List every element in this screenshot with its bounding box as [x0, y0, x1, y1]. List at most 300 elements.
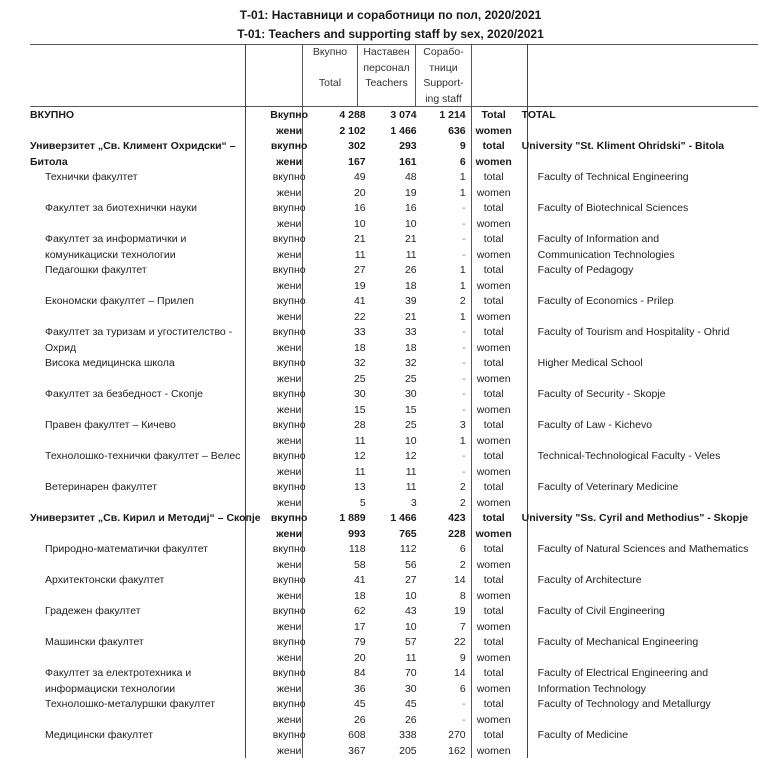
sex-en-cell: women — [476, 279, 511, 292]
sex-en-cell: total — [483, 171, 504, 183]
teachers-cell: 338 — [399, 729, 417, 741]
name-en-cell: Faculty of Information and — [537, 233, 660, 245]
teachers-cell: 39 — [404, 295, 417, 307]
total-cell: 27 — [353, 264, 366, 276]
name-en-cell — [522, 713, 769, 729]
sex-en-cell: total — [483, 636, 504, 648]
name-en-cell: Higher Medical School — [537, 357, 643, 369]
total-cell: 4 288 — [339, 109, 366, 121]
sex-mk-cell: вкупно — [272, 171, 306, 183]
teachers-cell: 15 — [404, 403, 417, 416]
table-row — [30, 325, 769, 341]
sex-en-cell: women — [476, 403, 511, 416]
total-cell: 11 — [354, 465, 366, 478]
name-en-cell: Faculty of Natural Sciences and Mathematics — [537, 543, 749, 555]
name-en-cell — [522, 558, 769, 574]
name-mk-cell: Машински факултет — [45, 636, 144, 648]
table-row — [30, 341, 769, 357]
table-row — [30, 697, 769, 713]
sex-en-cell: women — [476, 217, 511, 230]
name-en-cell — [522, 589, 769, 605]
name-mk-cell: Охрид — [45, 341, 77, 354]
sex-en-cell: women — [476, 682, 511, 695]
table-row — [30, 480, 769, 496]
name-mk-cell — [30, 713, 261, 729]
sex-mk-cell: вкупно — [272, 481, 306, 493]
supporting-staff-cell: 2 — [459, 558, 466, 571]
teachers-cell: 3 — [410, 496, 417, 509]
sex-mk-cell: жени — [276, 682, 302, 695]
name-mk-cell: Педагошки факултет — [45, 264, 147, 276]
total-cell: 58 — [353, 558, 366, 571]
table-row — [30, 604, 769, 620]
supporting-staff-cell: - — [462, 357, 466, 369]
teachers-cell: 11 — [405, 248, 417, 261]
name-en-cell: Faculty of Biotechnical Sciences — [537, 202, 689, 214]
table-row — [30, 108, 769, 124]
name-mk-cell — [30, 527, 261, 543]
supporting-staff-cell: 1 214 — [439, 109, 466, 121]
total-cell: 2 102 — [339, 124, 366, 137]
table-row — [30, 573, 769, 589]
header-total: Вкупно Total — [312, 46, 348, 89]
name-en-cell — [522, 434, 769, 450]
sex-mk-cell: жени — [276, 744, 302, 757]
name-mk-cell: Економски факултет – Прилеп — [45, 295, 194, 307]
table-row — [30, 387, 769, 403]
teachers-cell: 21 — [404, 310, 417, 323]
total-cell: 25 — [353, 372, 366, 385]
name-mk-cell: Архитектонски факултет — [45, 574, 165, 586]
sex-mk-cell: жени — [276, 434, 302, 447]
sex-en-cell: total — [482, 140, 505, 152]
total-cell: 36 — [353, 682, 366, 695]
sex-mk-cell: вкупно — [272, 295, 306, 307]
sex-mk-cell: вкупно — [272, 419, 306, 431]
sex-en-cell: total — [483, 574, 504, 586]
name-en-cell: Faculty of Technology and Metallurgy — [537, 698, 711, 710]
supporting-staff-cell: 22 — [453, 636, 466, 648]
supporting-staff-cell: 1 — [459, 171, 466, 183]
table-row — [30, 728, 769, 744]
sex-mk-cell: жени — [276, 155, 303, 168]
supporting-staff-cell: - — [462, 341, 466, 354]
total-cell: 15 — [353, 403, 366, 416]
name-mk-cell — [30, 217, 261, 233]
sex-mk-cell: жени — [276, 651, 302, 664]
total-cell: 30 — [353, 388, 366, 400]
name-en-cell — [522, 620, 769, 636]
sex-en-cell: women — [476, 310, 511, 323]
total-cell: 41 — [353, 574, 366, 586]
table-title-en: T-01: Teachers and supporting staff by sex, 2020/2021 — [237, 27, 544, 41]
sex-mk-cell: вкупно — [272, 357, 306, 369]
total-cell: 18 — [353, 589, 366, 602]
teachers-cell: 30 — [404, 682, 417, 695]
name-en-cell — [522, 496, 769, 512]
name-en-cell — [522, 744, 769, 760]
sex-en-cell: total — [483, 667, 504, 679]
table-row — [30, 589, 769, 605]
supporting-staff-cell: - — [462, 326, 466, 338]
name-mk-cell — [30, 620, 261, 636]
name-mk-cell — [30, 124, 261, 140]
table-row — [30, 496, 769, 512]
supporting-staff-cell: 228 — [448, 527, 466, 540]
name-mk-cell — [30, 589, 261, 605]
supporting-staff-cell: 9 — [459, 140, 466, 152]
sex-mk-cell: жени — [276, 403, 302, 416]
table-row — [30, 201, 769, 217]
sex-en-cell: total — [483, 233, 504, 245]
table-row — [30, 279, 769, 295]
sex-mk-cell: вкупно — [272, 605, 306, 617]
table-row — [30, 744, 769, 760]
teachers-cell: 70 — [404, 667, 417, 679]
name-en-cell: Faculty of Veterinary Medicine — [537, 481, 679, 493]
supporting-staff-cell: - — [462, 698, 466, 710]
name-mk-cell: Медицински факултет — [45, 729, 154, 741]
total-cell: 12 — [353, 450, 366, 462]
table-row — [30, 434, 769, 450]
name-mk-cell — [30, 465, 261, 481]
teachers-cell: 10 — [404, 217, 417, 230]
table-row — [30, 263, 769, 279]
name-mk-cell — [30, 310, 261, 326]
name-mk-cell: Висока медицинска школа — [45, 357, 175, 369]
teachers-cell: 11 — [405, 481, 417, 493]
sex-en-cell: total — [483, 543, 504, 555]
name-mk-cell: информациски технологии — [45, 682, 176, 695]
table-body — [30, 108, 769, 759]
table-row — [30, 666, 769, 682]
name-en-cell — [522, 341, 769, 357]
name-mk-cell — [30, 279, 261, 295]
sex-en-cell: total — [483, 326, 504, 338]
supporting-staff-cell: 2 — [459, 295, 466, 307]
supporting-staff-cell: - — [462, 388, 466, 400]
total-cell: 33 — [353, 326, 366, 338]
table-row — [30, 186, 769, 202]
sex-mk-cell: жени — [276, 186, 302, 199]
teachers-cell: 33 — [404, 326, 417, 338]
teachers-cell: 10 — [404, 620, 417, 633]
supporting-staff-cell: - — [462, 403, 466, 416]
sex-mk-cell: жени — [276, 527, 303, 540]
supporting-staff-cell: 6 — [459, 682, 466, 695]
supporting-staff-cell: - — [462, 450, 466, 462]
total-cell: 19 — [353, 279, 366, 292]
teachers-cell: 27 — [404, 574, 417, 586]
name-en-cell: Communication Technologies — [537, 248, 675, 261]
teachers-cell: 25 — [404, 419, 417, 431]
supporting-staff-cell: 1 — [459, 264, 466, 276]
name-mk-cell: комуникациски технологии — [45, 248, 176, 261]
name-mk-cell: Технолошко-металуршки факултет — [45, 698, 216, 710]
supporting-staff-cell: - — [462, 217, 466, 230]
name-en-cell — [522, 155, 769, 171]
sex-mk-cell: вкупно — [272, 264, 306, 276]
table-title-mk: Т-01: Наставници и соработници по пол, 2020/2021 — [239, 8, 542, 22]
supporting-staff-cell: 19 — [453, 605, 466, 617]
name-en-cell — [522, 403, 769, 419]
sex-en-cell: women — [476, 558, 511, 571]
supporting-staff-cell: - — [462, 233, 466, 245]
total-cell: 32 — [353, 357, 366, 369]
sex-en-cell: women — [475, 155, 512, 168]
name-en-cell: Faculty of Economics - Prilep — [537, 295, 674, 307]
teachers-cell: 112 — [399, 543, 417, 555]
total-cell: 17 — [353, 620, 366, 633]
teachers-cell: 32 — [404, 357, 417, 369]
sex-mk-cell: вкупно — [272, 388, 306, 400]
teachers-cell: 19 — [404, 186, 417, 199]
supporting-staff-cell: 636 — [448, 124, 466, 137]
sex-mk-cell: вкупно — [272, 202, 306, 214]
name-en-cell: Information Technology — [537, 682, 647, 695]
teachers-cell: 48 — [404, 171, 417, 183]
teachers-cell: 11 — [405, 651, 417, 664]
total-cell: 22 — [353, 310, 366, 323]
name-mk-cell: Универзитет „Св. Кирил и Методиј“ – Скопје — [30, 512, 261, 524]
total-cell: 26 — [353, 713, 366, 726]
table-row — [30, 356, 769, 372]
sex-mk-cell: вкупно — [270, 140, 308, 152]
header-supporting-staff: Сорабо- тници Support- ing staff — [423, 46, 464, 105]
name-mk-cell: Градежен факултет — [45, 605, 141, 617]
name-en-cell: Faculty of Mechanical Engineering — [537, 636, 699, 648]
sex-mk-cell: жени — [276, 620, 302, 633]
teachers-cell: 43 — [404, 605, 417, 617]
name-mk-cell: Технолошко-технички факултет – Велес — [45, 450, 241, 462]
sex-mk-cell: вкупно — [272, 729, 306, 741]
table-row — [30, 248, 769, 264]
teachers-cell: 205 — [399, 744, 417, 757]
name-mk-cell: Битола — [30, 155, 68, 168]
table-row — [30, 635, 769, 651]
table-row — [30, 558, 769, 574]
sex-en-cell: women — [476, 589, 511, 602]
sex-mk-cell: вкупно — [272, 574, 306, 586]
table-row — [30, 403, 769, 419]
sex-mk-cell: вкупно — [272, 450, 306, 462]
supporting-staff-cell: 2 — [459, 481, 466, 493]
name-mk-cell: Факултет за информатички и — [45, 233, 187, 245]
name-en-cell — [522, 279, 769, 295]
supporting-staff-cell: 270 — [448, 729, 466, 741]
table-row — [30, 294, 769, 310]
name-en-cell: TOTAL — [521, 109, 556, 121]
teachers-cell: 18 — [404, 341, 417, 354]
teachers-cell: 25 — [404, 372, 417, 385]
supporting-staff-cell: 6 — [459, 155, 466, 168]
sex-mk-cell: жени — [276, 465, 302, 478]
sex-mk-cell: жени — [276, 310, 302, 323]
sex-mk-cell: жени — [276, 279, 302, 292]
total-cell: 118 — [348, 543, 366, 555]
supporting-staff-cell: - — [462, 713, 466, 726]
supporting-staff-cell: 3 — [459, 419, 466, 431]
supporting-staff-cell: 1 — [459, 310, 466, 323]
sex-en-cell: total — [483, 295, 504, 307]
teachers-cell: 56 — [404, 558, 417, 571]
sex-en-cell: women — [476, 744, 511, 757]
total-cell: 10 — [353, 217, 366, 230]
table-row — [30, 682, 769, 698]
name-en-cell — [522, 651, 769, 667]
total-cell: 20 — [353, 186, 366, 199]
name-mk-cell: Факултет за безбедност - Скопје — [45, 388, 204, 400]
sex-en-cell: total — [483, 698, 504, 710]
teachers-cell: 30 — [404, 388, 417, 400]
total-cell: 367 — [348, 744, 366, 757]
teachers-cell: 26 — [404, 713, 417, 726]
total-cell: 28 — [353, 419, 366, 431]
supporting-staff-cell: - — [462, 465, 466, 478]
total-cell: 13 — [353, 481, 366, 493]
supporting-staff-cell: 7 — [459, 620, 466, 633]
sex-en-cell: women — [476, 713, 511, 726]
teachers-cell: 16 — [404, 202, 417, 214]
sex-en-cell: women — [475, 527, 512, 540]
name-mk-cell — [30, 496, 261, 512]
name-mk-cell — [30, 434, 261, 450]
table-row — [30, 418, 769, 434]
name-en-cell: Faculty of Electrical Engineering and — [537, 667, 709, 679]
teachers-cell: 18 — [404, 279, 417, 292]
supporting-staff-cell: 1 — [459, 279, 466, 292]
sex-en-cell: women — [476, 465, 511, 478]
sex-en-cell: women — [476, 372, 511, 385]
total-cell: 608 — [348, 729, 366, 741]
name-en-cell: Faculty of Tourism and Hospitality - Ohrid — [537, 326, 730, 338]
table-row — [30, 651, 769, 667]
total-cell: 1 889 — [339, 512, 366, 524]
name-en-cell: University "St. Kliment Ohridski" - Bitola — [521, 140, 725, 152]
supporting-staff-cell: 423 — [448, 512, 466, 524]
sex-mk-cell: жени — [276, 217, 302, 230]
sex-mk-cell: Вкупно — [270, 109, 309, 121]
sex-en-cell: total — [483, 605, 504, 617]
sex-mk-cell: жени — [276, 589, 302, 602]
supporting-staff-cell: - — [462, 202, 466, 214]
supporting-staff-cell: 162 — [448, 744, 466, 757]
total-cell: 20 — [353, 651, 366, 664]
name-mk-cell: Факултет за туризам и угостителство - — [45, 326, 233, 338]
total-cell: 167 — [348, 155, 366, 168]
sex-mk-cell: жени — [276, 558, 302, 571]
total-cell: 84 — [353, 667, 366, 679]
sex-en-cell: total — [483, 357, 504, 369]
total-cell: 11 — [354, 248, 366, 261]
teachers-cell: 1 466 — [390, 124, 417, 137]
supporting-staff-cell: 14 — [453, 667, 466, 679]
teachers-cell: 3 074 — [390, 109, 417, 121]
supporting-staff-cell: 6 — [459, 543, 466, 555]
table-row — [30, 232, 769, 248]
sex-en-cell: total — [483, 264, 504, 276]
sex-en-cell: Total — [481, 109, 506, 121]
teachers-cell: 161 — [399, 155, 417, 168]
name-en-cell — [522, 372, 769, 388]
name-en-cell: University "Ss. Cyril and Methodius" - Skopje — [521, 512, 749, 524]
supporting-staff-cell: 8 — [459, 589, 466, 602]
sex-en-cell: total — [483, 388, 504, 400]
total-cell: 5 — [359, 496, 366, 509]
supporting-staff-cell: - — [462, 372, 466, 385]
sex-en-cell: women — [476, 651, 511, 664]
sex-en-cell: total — [483, 729, 504, 741]
name-en-cell: Faculty of Pedagogy — [537, 264, 634, 276]
supporting-staff-cell: 1 — [459, 434, 466, 447]
name-mk-cell — [30, 372, 261, 388]
supporting-staff-cell: 14 — [453, 574, 466, 586]
teachers-cell: 10 — [404, 589, 417, 602]
total-cell: 993 — [348, 527, 366, 540]
total-cell: 11 — [354, 434, 366, 447]
total-cell: 79 — [353, 636, 366, 648]
sex-en-cell: women — [476, 496, 511, 509]
sex-en-cell: total — [483, 481, 504, 493]
name-mk-cell: Правен факултет – Кичево — [45, 419, 176, 431]
header-bottom-rule — [30, 106, 758, 107]
table-row — [30, 620, 769, 636]
teachers-cell: 11 — [405, 465, 417, 478]
name-mk-cell: Универзитет „Св. Климент Охридски“ – — [30, 140, 236, 152]
table-row — [30, 372, 769, 388]
name-en-cell: Faculty of Architecture — [537, 574, 642, 586]
teachers-cell: 10 — [404, 434, 417, 447]
teachers-cell: 12 — [404, 450, 417, 462]
sex-mk-cell: вкупно — [272, 698, 306, 710]
sex-mk-cell: вкупно — [272, 326, 306, 338]
name-mk-cell — [30, 403, 261, 419]
name-en-cell — [522, 465, 769, 481]
name-mk-cell: Природно-математички факултет — [45, 543, 208, 555]
total-cell: 18 — [353, 341, 366, 354]
table-row — [30, 449, 769, 465]
sex-mk-cell: жени — [276, 372, 302, 385]
name-en-cell: Faculty of Technical Engineering — [537, 171, 689, 183]
total-cell: 302 — [348, 140, 366, 152]
teachers-cell: 1 466 — [390, 512, 417, 524]
name-en-cell: Faculty of Security - Skopje — [537, 388, 666, 400]
sex-mk-cell: вкупно — [270, 512, 308, 524]
name-mk-cell: Ветеринарен факултет — [45, 481, 158, 493]
sex-en-cell: total — [483, 419, 504, 431]
teachers-cell: 45 — [404, 698, 417, 710]
sex-en-cell: total — [483, 202, 504, 214]
name-en-cell: Faculty of Civil Engineering — [537, 605, 665, 617]
supporting-staff-cell: 1 — [459, 186, 466, 199]
total-cell: 49 — [353, 171, 366, 183]
sex-en-cell: women — [476, 248, 511, 261]
data-table — [30, 108, 769, 759]
sex-en-cell: total — [483, 450, 504, 462]
table-row — [30, 713, 769, 729]
table-row — [30, 310, 769, 326]
name-en-cell: Technical-Technological Faculty - Veles — [537, 450, 721, 462]
name-en-cell — [522, 310, 769, 326]
name-mk-cell — [30, 186, 261, 202]
sex-mk-cell: вкупно — [272, 636, 306, 648]
name-en-cell — [522, 124, 769, 140]
sex-mk-cell: вкупно — [272, 233, 306, 245]
total-cell: 16 — [353, 202, 366, 214]
sex-en-cell: women — [476, 186, 511, 199]
supporting-staff-cell: - — [462, 248, 466, 261]
sex-mk-cell: жени — [276, 341, 302, 354]
